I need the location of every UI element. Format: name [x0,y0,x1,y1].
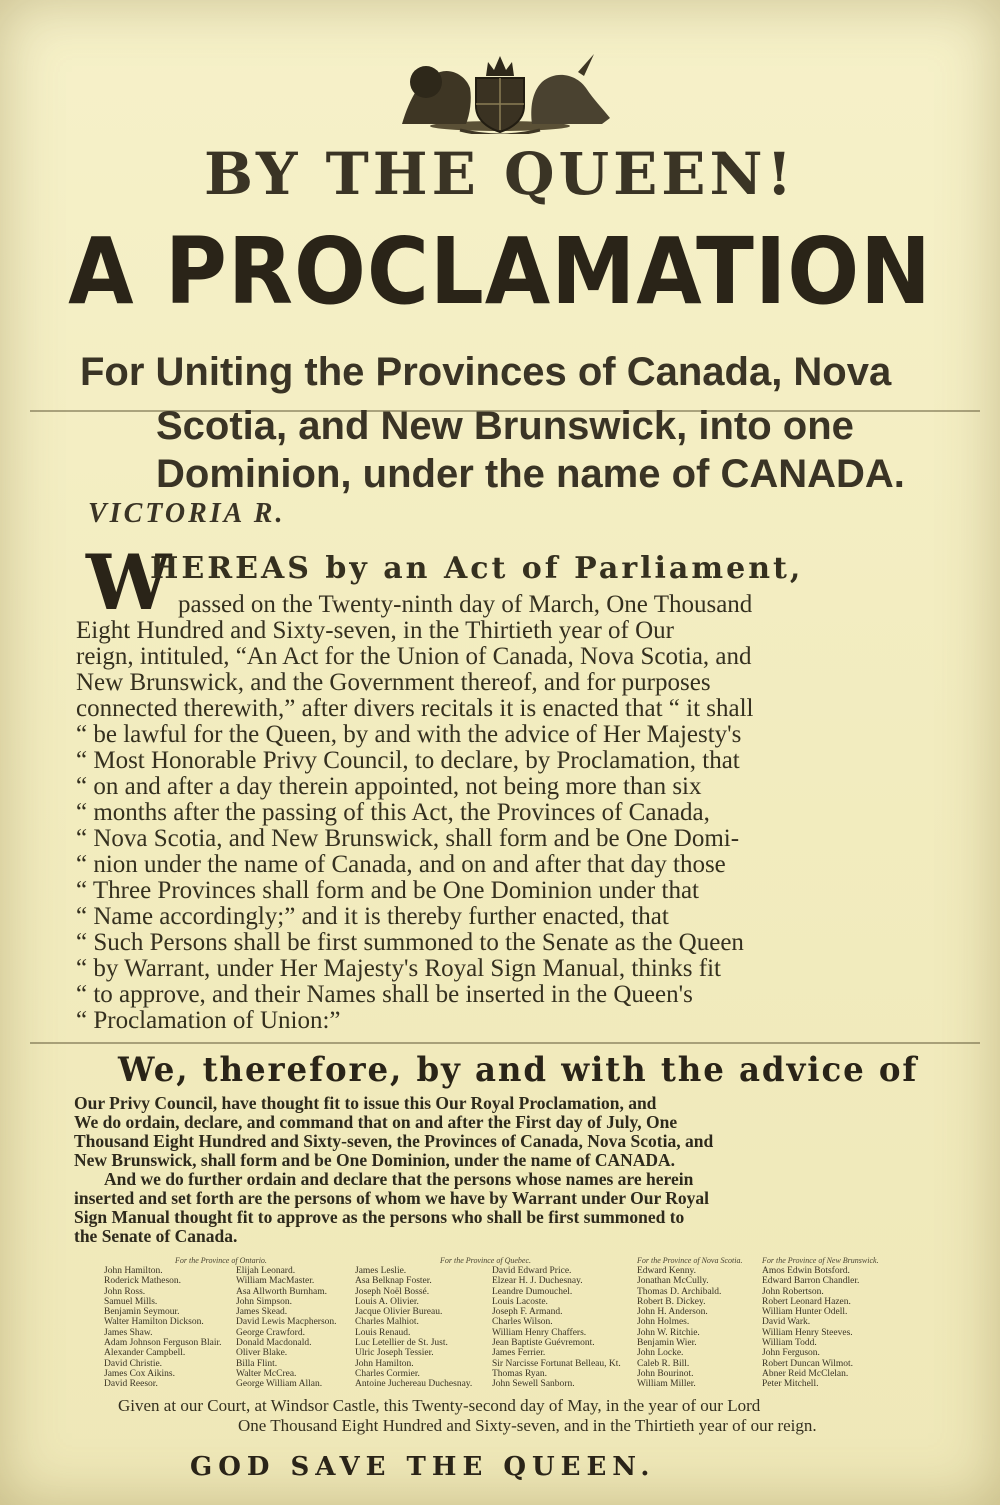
senator-name: Samuel Mills. [104,1296,158,1307]
senator-name: Charles Cormier. [355,1368,420,1379]
royal-coat-of-arms-icon [380,48,620,134]
senator-name: Peter Mitchell. [762,1379,819,1390]
whereas-line: “ Three Provinces shall form and be One Dominion under that [76,877,699,904]
therefore-line: inserted and set forth are the persons of whom we have by Warrant under Our Royal [74,1188,710,1208]
senator-name: James Cox Aikins. [104,1368,175,1379]
whereas-line: connected therewith,” after divers recitals it is enacted that “ it shall [76,695,754,722]
whereas-line: “ Name accordingly;” and it is thereby further enacted, that [76,903,669,930]
senator-name: John Locke. [637,1348,684,1359]
senator-column-quebec-2 [492,1266,621,1390]
senator-column-new-brunswick [762,1266,859,1390]
whereas-line: New Brunswick, and the Government thereof, and for purposes [76,669,711,696]
senator-name: Charles Malhiot. [355,1317,419,1328]
whereas-line: “ Most Honorable Privy Council, to declare, by Proclamation, that [76,747,740,774]
senator-name: John Holmes. [637,1317,690,1328]
senator-name: Billa Flint. [236,1358,278,1369]
heading-by-the-queen: BY THE QUEEN! [204,140,796,208]
senator-column-ontario-1 [104,1266,222,1390]
senator-name: Luc Letellier de St. Just. [355,1338,448,1349]
senator-name: John Ross. [104,1286,146,1297]
senator-name: John Bourinot. [637,1368,694,1379]
senator-name: Asa Belknap Foster. [355,1276,432,1287]
senator-name: Louis Renaud. [355,1327,411,1338]
senator-name: Edward Barron Chandler. [762,1276,860,1287]
senator-name: Robert Leonard Hazen. [762,1296,851,1307]
whereas-line: HEREAS by an Act of Parliament, [150,551,804,586]
senator-name: William Henry Chaffers. [492,1327,587,1338]
senator-name: David Wark. [762,1317,811,1328]
whereas-line: “ Nova Scotia, and New Brunswick, shall form and be One Domi- [76,825,740,852]
senator-column-nova-scotia [637,1266,721,1390]
given-at-line-1: Given at our Court, at Windsor Castle, this Twenty-second day of May, in the year of our Lord [118,1396,761,1415]
senator-name: Walter Hamilton Dickson. [104,1317,204,1328]
senator-name: Abner Reid McClelan. [762,1368,849,1379]
fold-crease [30,1042,980,1044]
senator-name: Thomas D. Archibald. [637,1286,722,1297]
whereas-line: “ nion under the name of Canada, and on and after that day those [76,851,726,878]
senator-name: Elijah Leonard. [236,1266,296,1276]
senator-name: John Ferguson. [762,1348,820,1359]
whereas-line: “ to approve, and their Names shall be inserted in the Queen's [76,981,693,1008]
senator-name: Louis A. Olivier. [355,1296,419,1307]
senator-name: John H. Anderson. [637,1307,708,1318]
senator-name: James Shaw. [104,1327,153,1338]
senator-name: David Lewis Macpherson. [236,1317,337,1328]
senator-name: John Sewell Sanborn. [492,1379,575,1390]
senator-name: James Ferrier. [492,1348,546,1359]
subtitle-line-1: For Uniting the Provinces of Canada, Nova [80,350,892,394]
therefore-line: New Brunswick, shall form and be One Dominion, under the name of CANADA. [74,1150,676,1170]
province-heading-nova-scotia: For the Province of Nova Scotia. [637,1256,743,1265]
whereas-line: “ be lawful for the Queen, by and with the advice of Her Majesty's [76,721,742,748]
senator-name: Jacque Olivier Bureau. [355,1307,443,1318]
given-at-line-2: One Thousand Eight Hundred and Sixty-seven, and in the Thirtieth year of our reign. [238,1416,817,1435]
senator-name: Joseph F. Armand. [492,1307,563,1318]
senator-name: John Hamilton. [104,1266,163,1276]
senator-name: Jonathan McCully. [637,1276,709,1287]
senator-name: Asa Allworth Burnham. [236,1286,328,1297]
senator-name: George William Allan. [236,1379,323,1390]
whereas-line: Eight Hundred and Sixty-seven, in the Thirtieth year of Our [76,617,675,644]
senator-column-ontario-2 [236,1266,337,1390]
senator-name: Leandre Dumouchel. [492,1286,573,1297]
therefore-lead: We, therefore, by and with the advice of [118,1050,919,1090]
senator-name: Antoine Juchereau Duchesnay. [355,1379,473,1390]
senator-name: Amos Edwin Botsford. [762,1266,850,1276]
senator-name: Joseph Noël Bossé. [355,1286,430,1297]
whereas-line: passed on the Twenty-ninth day of March, One Thousand [178,591,753,618]
therefore-line: the Senate of Canada. [74,1226,238,1246]
subtitle-line-2: Scotia, and New Brunswick, into one [156,404,854,448]
drop-cap: W [86,538,172,627]
senator-name: Roderick Matheson. [104,1276,182,1287]
whereas-line: reign, intituled, “An Act for the Union of Canada, Nova Scotia, and [76,643,752,670]
senator-name: Elzear H. J. Duchesnay. [492,1276,583,1287]
senator-name: Ulric Joseph Tessier. [355,1348,434,1359]
senator-name: Walter McCrea. [236,1368,297,1379]
senator-name: Benjamin Wier. [637,1338,697,1349]
senator-name: William Henry Steeves. [762,1327,853,1338]
senator-name: Charles Wilson. [492,1317,553,1328]
senator-name: John Hamilton. [355,1358,414,1369]
senator-name: William Hunter Odell. [762,1307,848,1318]
whereas-line: “ Proclamation of Union:” [76,1007,341,1034]
senator-name: Sir Narcisse Fortunat Belleau, Kt. [492,1358,621,1369]
therefore-line: And we do further ordain and declare that the persons whose names are herein [104,1169,694,1189]
therefore-line: We do ordain, declare, and command that on and after the First day of July, One [74,1112,678,1132]
province-heading-quebec: For the Province of Quebec. [440,1256,532,1265]
senator-name: John Simpson. [236,1296,292,1307]
senator-name: Donald Macdonald. [236,1338,312,1349]
senator-name: David Reesor. [104,1379,158,1390]
god-save-the-queen: GOD SAVE THE QUEEN. [190,1452,656,1482]
whereas-line: “ months after the passing of this Act, the Provinces of Canada, [76,799,710,826]
senator-name: William Todd. [762,1338,817,1349]
senator-name: Oliver Blake. [236,1348,288,1359]
senator-name: Robert B. Dickey. [637,1296,706,1307]
senator-name: Benjamin Seymour. [104,1307,180,1318]
royal-signature: VICTORIA R. [88,498,286,529]
senator-name: Alexander Campbell. [104,1348,186,1359]
whereas-line: “ Such Persons shall be first summoned to the Senate as the Queen [76,929,744,956]
senator-name: Adam Johnson Ferguson Blair. [104,1338,222,1349]
senator-name: John W. Ritchie. [637,1327,700,1338]
province-heading-ontario: For the Province of Ontario. [175,1256,267,1265]
senator-name: David Edward Price. [492,1266,572,1276]
senator-name: James Leslie. [355,1266,407,1276]
senator-name: James Skead. [236,1307,288,1318]
heading-a-proclamation: A PROCLAMATION [68,218,932,325]
senator-column-quebec-1 [355,1266,472,1390]
subtitle-line-3: Dominion, under the name of CANADA. [156,452,905,496]
senator-name: John Robertson. [762,1286,824,1297]
senator-name: Caleb R. Bill. [637,1358,690,1369]
province-heading-new-brunswick: For the Province of New Brunswick. [762,1256,879,1265]
senator-name: William MacMaster. [236,1276,315,1287]
senator-name: Louis Lacoste. [492,1296,548,1307]
senator-name: William Miller. [637,1379,696,1390]
senator-name: Thomas Ryan. [492,1368,548,1379]
senator-name: Robert Duncan Wilmot. [762,1358,853,1369]
senator-name: Edward Kenny. [637,1266,697,1276]
therefore-line: Our Privy Council, have thought fit to issue this Our Royal Proclamation, and [74,1093,657,1113]
whereas-line: “ on and after a day therein appointed, not being more than six [76,773,702,800]
therefore-line: Thousand Eight Hundred and Sixty-seven, the Provinces of Canada, Nova Scotia, and [74,1131,714,1151]
senator-name: David Christie. [104,1358,163,1369]
senator-name: Jean Baptiste Guévremont. [492,1338,595,1349]
therefore-line: Sign Manual thought fit to approve as the persons who shall be first summoned to [74,1207,685,1227]
senator-name: George Crawford. [236,1327,305,1338]
whereas-line: “ by Warrant, under Her Majesty's Royal Sign Manual, thinks fit [76,955,721,982]
